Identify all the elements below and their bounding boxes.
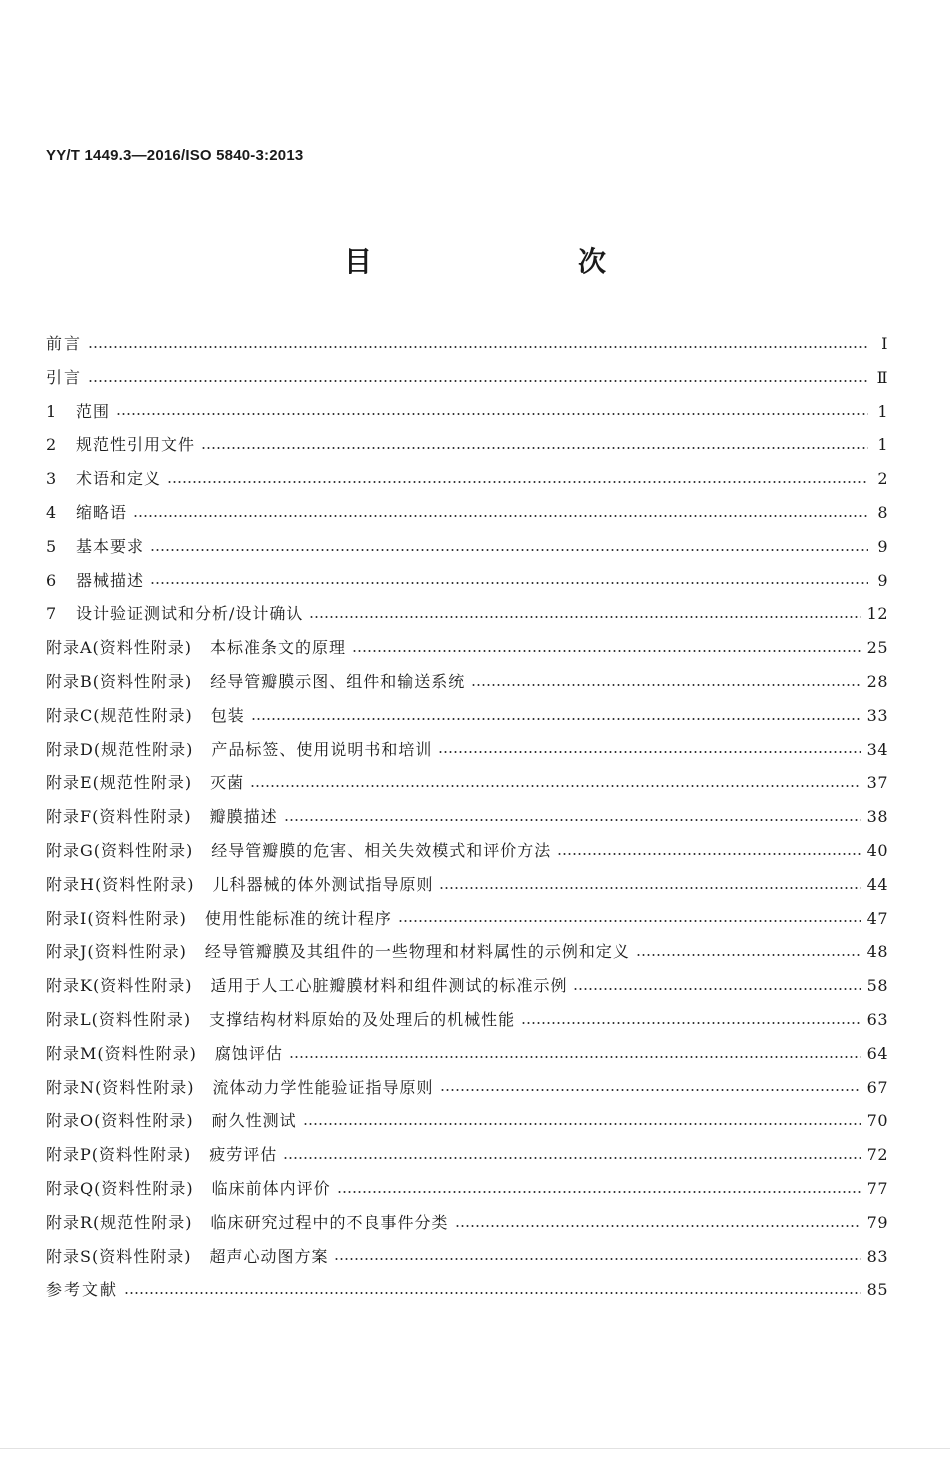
toc-entry-label [46, 496, 127, 530]
document-code: YY/T 1449.3—2016/ISO 5840-3:2013 [46, 147, 304, 164]
appendix-designation: 附录D(规范性附录) [46, 739, 194, 759]
toc-page-number: 47 [866, 908, 888, 928]
toc-entry-label [46, 631, 346, 665]
toc-entry[interactable] [46, 496, 888, 530]
dot-leader [557, 852, 860, 856]
dot-leader [636, 953, 861, 957]
toc-page-number: 44 [866, 874, 888, 894]
toc-entry-number: 2 [46, 435, 58, 455]
toc-entry[interactable] [46, 1206, 888, 1240]
toc-page-number: 85 [866, 1280, 888, 1300]
toc-entry[interactable] [46, 1037, 888, 1071]
toc-page-number: 77 [866, 1178, 888, 1198]
toc-entry[interactable] [46, 868, 888, 902]
dot-leader [201, 446, 868, 450]
toc-entry[interactable] [46, 733, 888, 767]
toc-page-number: 2 [877, 469, 888, 489]
toc-entry-number: 4 [46, 502, 58, 522]
appendix-title: 临床研究过程中的不良事件分类 [210, 1212, 449, 1232]
toc-title: 目 次 [343, 245, 656, 278]
toc-entry-text: 范围 [76, 401, 111, 421]
toc-entry-number: 1 [46, 401, 58, 421]
toc-page-number: 33 [866, 705, 888, 725]
toc-entry-label [46, 969, 567, 1003]
toc-page-number: 70 [866, 1111, 888, 1131]
toc-page-number: 25 [866, 638, 888, 658]
toc-page-number: 12 [866, 604, 888, 624]
toc-entry[interactable] [46, 428, 888, 462]
toc-entry[interactable] [46, 462, 888, 496]
appendix-title: 经导管瓣膜的危害、相关失效模式和评价方法 [211, 840, 552, 860]
appendix-title: 耐久性测试 [211, 1111, 297, 1131]
dot-leader [309, 615, 860, 619]
appendix-title: 本标准条文的原理 [210, 638, 347, 658]
toc-entry[interactable] [46, 361, 888, 395]
dot-leader [352, 649, 861, 653]
toc-entry-label [46, 564, 144, 598]
appendix-title: 灭菌 [210, 773, 245, 793]
dot-leader [251, 717, 861, 721]
toc-entry-label [46, 428, 195, 462]
toc-page-number: 63 [866, 1009, 888, 1029]
appendix-designation: 附录J(资料性附录) [46, 942, 187, 962]
appendix-designation: 附录L(资料性附录) [46, 1009, 192, 1029]
toc-entry[interactable] [46, 1138, 888, 1172]
appendix-title: 包装 [210, 705, 245, 725]
toc-entry[interactable] [46, 327, 888, 361]
toc-entry[interactable] [46, 1104, 888, 1138]
toc-entry-label [46, 868, 433, 902]
toc-entry[interactable] [46, 1003, 888, 1037]
toc-entry[interactable] [46, 969, 888, 1003]
appendix-title: 瓣膜描述 [209, 807, 278, 827]
toc-entry-label [46, 597, 303, 631]
toc-entry-number: 6 [46, 570, 58, 590]
toc-entry[interactable] [46, 1273, 888, 1307]
toc-entry[interactable] [46, 1172, 888, 1206]
toc-entry-label [46, 1273, 118, 1307]
toc-entry-text: 引言 [46, 367, 83, 387]
appendix-title: 经导管瓣膜及其组件的一些物理和材料属性的示例和定义 [204, 942, 630, 962]
toc-page-number: 64 [866, 1043, 888, 1063]
toc-entry-label [46, 834, 551, 868]
toc-page-number: 9 [877, 536, 888, 556]
toc-entry[interactable] [46, 935, 888, 969]
toc-page-number: 34 [866, 739, 888, 759]
toc-entry[interactable] [46, 800, 888, 834]
dot-leader [398, 919, 861, 923]
toc-entry[interactable] [46, 564, 888, 598]
toc-entry[interactable] [46, 902, 888, 936]
toc-entry[interactable] [46, 665, 888, 699]
dot-leader [455, 1224, 861, 1228]
appendix-title: 支撑结构材料原始的及处理后的机械性能 [209, 1009, 516, 1029]
toc-page-number: 8 [877, 502, 888, 522]
dot-leader [88, 379, 868, 383]
toc-entry-text: 缩略语 [76, 502, 128, 522]
dot-leader [124, 1291, 861, 1295]
appendix-designation: 附录K(资料性附录) [46, 976, 193, 996]
toc-entry[interactable] [46, 1071, 888, 1105]
dot-leader [133, 514, 868, 518]
dot-leader [88, 345, 868, 349]
appendix-designation: 附录I(资料性附录) [46, 908, 187, 928]
dot-leader [150, 581, 868, 585]
toc-page-number: 37 [866, 773, 888, 793]
toc-entry[interactable] [46, 631, 888, 665]
appendix-designation: 附录C(规范性附录) [46, 705, 193, 725]
toc-page-number: 1 [877, 401, 888, 421]
toc-page-number: 72 [866, 1145, 888, 1165]
toc-entry[interactable] [46, 834, 888, 868]
appendix-designation: 附录B(资料性附录) [46, 671, 193, 691]
toc-page-number: 83 [866, 1246, 888, 1266]
dot-leader [334, 1257, 860, 1261]
appendix-designation: 附录F(资料性附录) [46, 807, 192, 827]
appendix-title: 经导管瓣膜示图、组件和输送系统 [210, 671, 466, 691]
toc-entry[interactable] [46, 766, 888, 800]
dot-leader [573, 987, 860, 991]
toc-page-number: 1 [877, 435, 888, 455]
toc-entry-label [46, 699, 245, 733]
appendix-title: 适用于人工心脏瓣膜材料和组件测试的标准示例 [210, 976, 568, 996]
dot-leader [439, 886, 860, 890]
toc-entry-label [46, 1104, 297, 1138]
toc-page-number: 67 [866, 1077, 888, 1097]
toc-entry-label [46, 1037, 283, 1071]
appendix-title: 产品标签、使用说明书和培训 [211, 739, 433, 759]
appendix-title: 疲劳评估 [209, 1145, 278, 1165]
toc-entry[interactable] [46, 395, 888, 429]
dot-leader [438, 750, 860, 754]
appendix-designation: 附录O(资料性附录) [46, 1111, 194, 1131]
appendix-designation: 附录P(资料性附录) [46, 1145, 192, 1165]
appendix-designation: 附录G(资料性附录) [46, 840, 194, 860]
toc-page-number: Ⅱ [876, 367, 888, 387]
toc-list [46, 327, 888, 1307]
dot-leader [250, 784, 860, 788]
appendix-designation: 附录E(规范性附录) [46, 773, 193, 793]
toc-entry-number: 3 [46, 469, 58, 489]
toc-entry[interactable] [46, 530, 888, 564]
dot-leader [284, 818, 861, 822]
toc-entry-label [46, 1071, 434, 1105]
dot-leader [471, 683, 860, 687]
dot-leader [440, 1088, 861, 1092]
toc-page-number: Ⅰ [881, 334, 888, 353]
toc-entry-label [46, 1240, 328, 1274]
toc-entry-text: 前言 [46, 334, 83, 353]
appendix-designation: 附录A(资料性附录) [46, 638, 193, 658]
toc-entry-label [46, 327, 82, 361]
page-bottom-rule [0, 1448, 950, 1449]
appendix-designation: 附录M(资料性附录) [46, 1043, 197, 1063]
toc-page-number: 40 [866, 840, 888, 860]
toc-entry[interactable] [46, 1240, 888, 1274]
toc-entry-label [46, 395, 110, 429]
toc-entry-text: 基本要求 [76, 536, 145, 556]
toc-entry-label [46, 766, 244, 800]
appendix-title: 临床前体内评价 [211, 1178, 331, 1198]
dot-leader [337, 1190, 861, 1194]
toc-page-number: 58 [866, 976, 888, 996]
dot-leader [521, 1021, 861, 1025]
toc-entry-label [46, 733, 432, 767]
toc-page-number: 28 [866, 671, 888, 691]
toc-page-number: 48 [866, 942, 888, 962]
toc-entry[interactable] [46, 699, 888, 733]
dot-leader [116, 412, 868, 416]
toc-entry-label [46, 361, 82, 395]
toc-entry-label [46, 1003, 515, 1037]
dot-leader [303, 1122, 861, 1126]
toc-entry-label [46, 462, 161, 496]
toc-entry-text: 设计验证测试和分析/设计确认 [76, 604, 304, 624]
appendix-title: 超声心动图方案 [209, 1246, 329, 1266]
toc-entry-text: 参考文献 [46, 1280, 119, 1300]
toc-page-number: 9 [877, 570, 888, 590]
toc-entry[interactable] [46, 597, 888, 631]
toc-entry-label [46, 530, 144, 564]
appendix-designation: 附录Q(资料性附录) [46, 1178, 194, 1198]
toc-entry-text: 规范性引用文件 [76, 435, 196, 455]
appendix-title: 儿科器械的体外测试指导原则 [212, 874, 434, 894]
toc-entry-label [46, 902, 392, 936]
appendix-title: 使用性能标准的统计程序 [204, 908, 392, 928]
toc-entry-number: 5 [46, 536, 58, 556]
toc-entry-text: 器械描述 [76, 570, 145, 590]
dot-leader [150, 548, 868, 552]
toc-entry-label [46, 1138, 277, 1172]
dot-leader [167, 480, 868, 484]
appendix-designation: 附录H(资料性附录) [46, 874, 195, 894]
toc-entry-label [46, 1206, 449, 1240]
toc-page-number: 79 [866, 1212, 888, 1232]
appendix-designation: 附录R(规范性附录) [46, 1212, 193, 1232]
toc-entry-label [46, 1172, 331, 1206]
toc-entry-number: 7 [46, 604, 58, 624]
toc-entry-text: 术语和定义 [76, 469, 162, 489]
appendix-designation: 附录S(资料性附录) [46, 1246, 192, 1266]
dot-leader [283, 1156, 860, 1160]
appendix-title: 腐蚀评估 [214, 1043, 283, 1063]
dot-leader [289, 1055, 861, 1059]
toc-entry-label [46, 800, 278, 834]
toc-entry-label [46, 935, 630, 969]
appendix-title: 流体动力学性能验证指导原则 [212, 1077, 434, 1097]
toc-entry-label [46, 665, 465, 699]
toc-page-number: 38 [866, 807, 888, 827]
appendix-designation: 附录N(资料性附录) [46, 1077, 195, 1097]
